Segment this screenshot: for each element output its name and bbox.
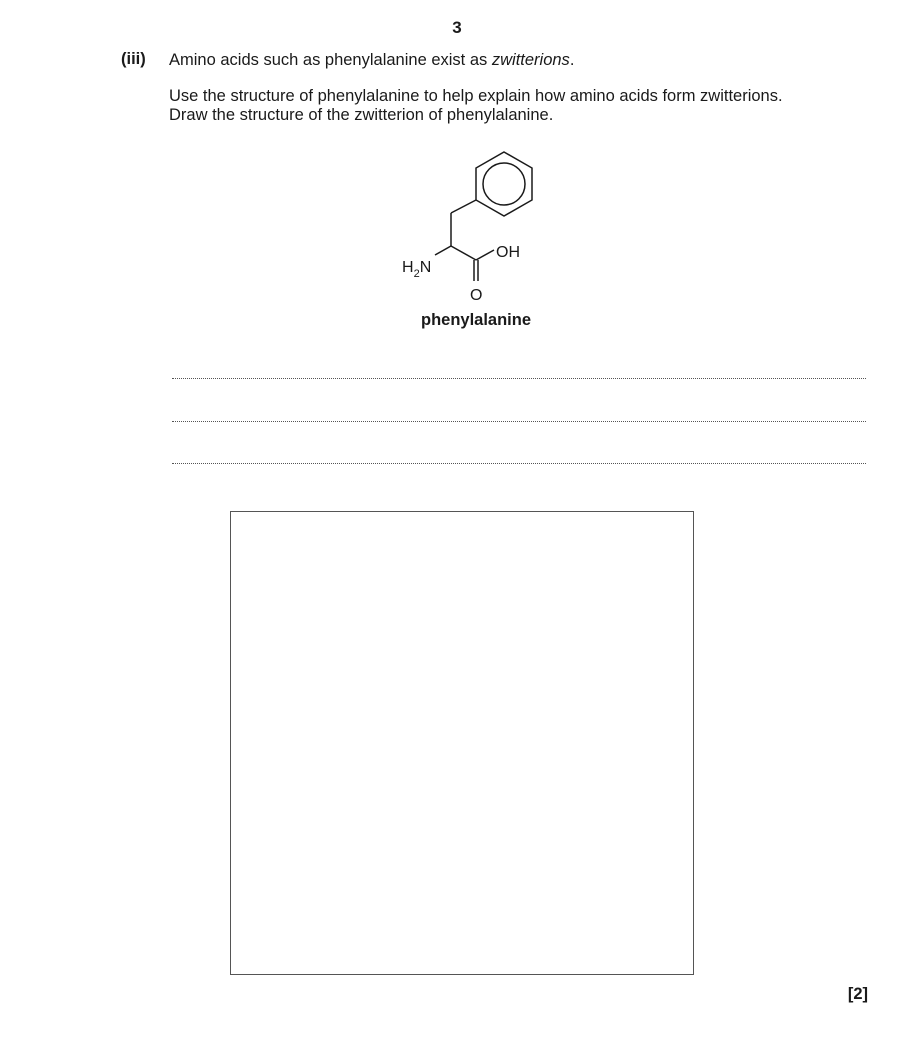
phenylalanine-structure	[380, 140, 580, 310]
answer-line-1[interactable]	[172, 378, 866, 379]
bond-calpha-n	[435, 246, 451, 255]
page-number: 3	[452, 18, 462, 37]
intro-emphasis: zwitterions	[491, 51, 570, 69]
benzene-ring	[476, 152, 532, 216]
benzene-aromatic-circle	[483, 163, 525, 205]
carbonyl-oxygen-label: O	[470, 287, 483, 304]
question-intro	[169, 51, 574, 70]
answer-drawing-box[interactable]	[230, 511, 694, 975]
bond-calpha-c	[451, 246, 476, 260]
answer-line-3[interactable]	[172, 463, 866, 464]
instruction-draw: Draw the structure of the zwitterion of phenylalanine.	[169, 106, 554, 124]
marks-indicator: [2]	[847, 985, 868, 1003]
hydroxyl-label: OH	[496, 244, 520, 261]
instruction-explain: Use the structure of phenylalanine to help explain how amino acids form zwitterions.	[169, 87, 783, 105]
bond-ring-ch2	[451, 200, 476, 213]
intro-end: .	[569, 51, 575, 69]
amine-h: H	[402, 259, 414, 276]
answer-line-2[interactable]	[172, 421, 866, 422]
bond-c-oh	[476, 250, 494, 260]
molecule-caption: phenylalanine	[420, 311, 532, 329]
amine-group-label	[402, 259, 431, 280]
amine-n: N	[419, 259, 432, 276]
amine-subscript: 2	[413, 268, 420, 280]
question-label: (iii)	[121, 50, 146, 68]
intro-text: Amino acids such as phenylalanine exist as	[169, 51, 492, 69]
